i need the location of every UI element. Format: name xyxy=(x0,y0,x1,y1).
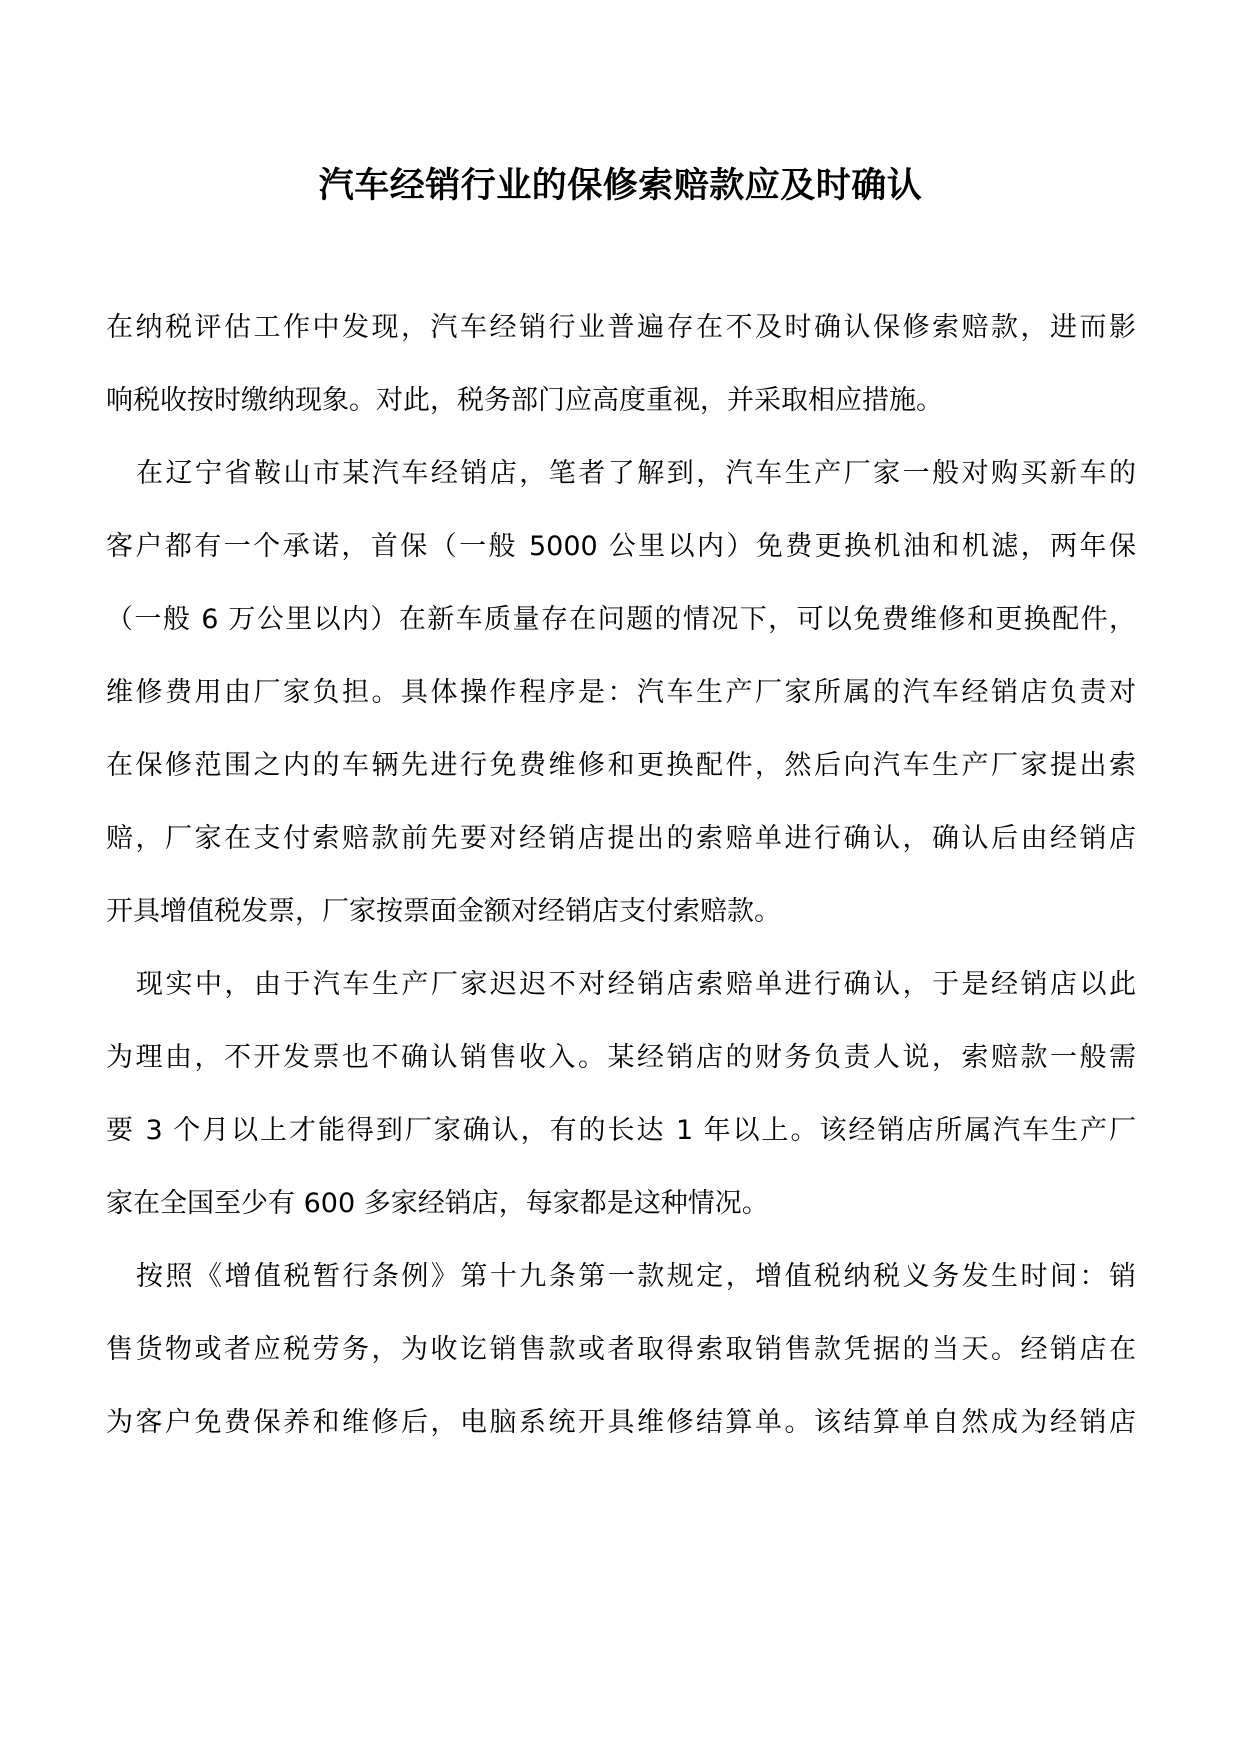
paragraph-3-line-3: 要 3 个月以上才能得到厂家确认，有的长达 1 年以上。该经销店所属汽车生产厂 xyxy=(106,1115,1136,1146)
paragraph-2-line-3: （一般 6 万公里以内）在新车质量存在问题的情况下，可以免费维修和更换配件， xyxy=(106,604,1136,635)
paragraph-2-line-6: 赔，厂家在支付索赔款前先要对经销店提出的索赔单进行确认，确认后由经销店 xyxy=(106,823,1136,854)
paragraph-4-line-3: 为客户免费保养和维修后，电脑系统开具维修结算单。该结算单自然成为经销店 xyxy=(106,1407,1136,1438)
paragraph-2-line-4: 维修费用由厂家负担。具体操作程序是：汽车生产厂家所属的汽车经销店负责对 xyxy=(106,677,1136,708)
paragraph-1-line-2: 响税收按时缴纳现象。对此，税务部门应高度重视，并采取相应措施。 xyxy=(106,385,943,416)
paragraph-4-line-1: 按照《增值税暂行条例》第十九条第一款规定，增值税纳税义务发生时间：销 xyxy=(136,1261,1136,1292)
paragraph-2-line-5: 在保修范围之内的车辆先进行免费维修和更换配件，然后向汽车生产厂家提出索 xyxy=(106,750,1136,781)
paragraph-1-line-1: 在纳税评估工作中发现，汽车经销行业普遍存在不及时确认保修索赔款，进而影 xyxy=(106,312,1136,343)
paragraph-4-line-2: 售货物或者应税劳务，为收讫销售款或者取得索取销售款凭据的当天。经销店在 xyxy=(106,1334,1136,1365)
paragraph-2-line-7: 开具增值税发票，厂家按票面金额对经销店支付索赔款。 xyxy=(106,896,781,927)
paragraph-2-line-2: 客户都有一个承诺，首保（一般 5000 公里以内）免费更换机油和机滤，两年保 xyxy=(106,531,1136,562)
paragraph-3-line-1: 现实中，由于汽车生产厂家迟迟不对经销店索赔单进行确认，于是经销店以此 xyxy=(136,969,1136,1000)
paragraph-3-line-4: 家在全国至少有 600 多家经销店，每家都是这种情况。 xyxy=(106,1188,769,1219)
paragraph-2-line-1: 在辽宁省鞍山市某汽车经销店，笔者了解到，汽车生产厂家一般对购买新车的 xyxy=(136,458,1136,489)
document-title: 汽车经销行业的保修索赔款应及时确认 xyxy=(318,166,923,206)
paragraph-3-line-2: 为理由，不开发票也不确认销售收入。某经销店的财务负责人说，索赔款一般需 xyxy=(106,1042,1136,1073)
